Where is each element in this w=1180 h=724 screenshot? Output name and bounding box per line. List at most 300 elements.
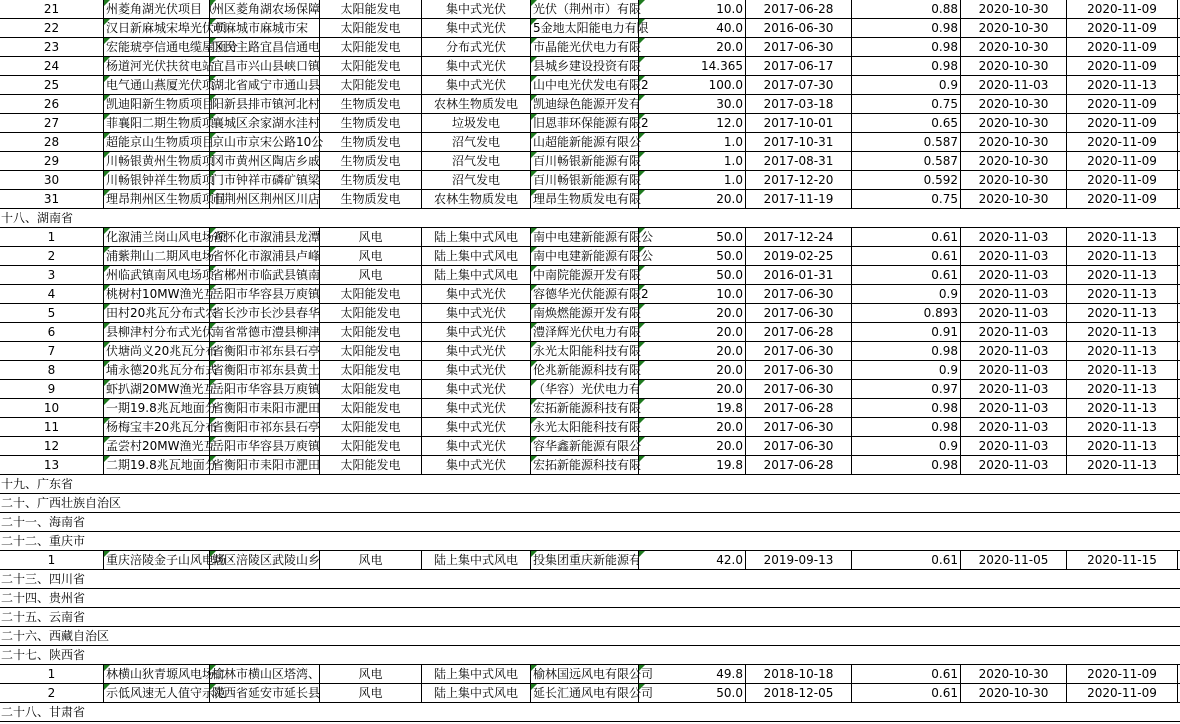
cell-price[interactable]: 0.65 (852, 114, 961, 132)
cell-start-date[interactable]: 2020-11-03 (961, 418, 1067, 436)
province-header-row[interactable] (0, 532, 1180, 551)
province-header-row[interactable] (0, 646, 1180, 665)
cell-grid-date[interactable]: 2017-06-30 (746, 361, 852, 379)
cell-project-name[interactable]: 州临武镇南风电场项 (106, 268, 215, 282)
cell-end-date[interactable]: 2020-11-15 (1067, 551, 1178, 569)
cell-subtype[interactable]: 集中式光伏 (422, 57, 531, 75)
cell-power-type[interactable]: 生物质发电 (320, 171, 422, 189)
cell-subtype[interactable]: 沼气发电 (422, 133, 531, 151)
cell-end-date[interactable]: 2020-11-09 (1067, 19, 1178, 37)
cell-end-date[interactable]: 2020-11-09 (1067, 684, 1178, 702)
cell-company[interactable]: 光伏（荆州市）有限 (533, 2, 642, 16)
cell-subtype[interactable]: 陆上集中式风电 (422, 266, 531, 284)
cell-location[interactable]: 省衡阳市祁东县石亭 (212, 420, 321, 434)
cell-location[interactable]: 省长沙市长沙县春华 (212, 306, 321, 320)
cell-project-name[interactable]: 州菱角湖光伏项目（ (106, 2, 215, 16)
cell-end-date[interactable]: 2020-11-09 (1067, 114, 1178, 132)
cell-power-type[interactable]: 太阳能发电 (320, 361, 422, 379)
table-row[interactable] (0, 304, 1180, 323)
cell-subtype[interactable]: 集中式光伏 (422, 76, 531, 94)
cell-company[interactable]: 5金地太阳能电力有限 (533, 21, 649, 35)
cell-start-date[interactable]: 2020-10-30 (961, 19, 1067, 37)
cell-company[interactable]: 容华鑫新能源有限公 (533, 439, 642, 453)
cell-start-date[interactable]: 2020-11-03 (961, 380, 1067, 398)
cell-index[interactable]: 1 (0, 551, 104, 569)
table-row[interactable] (0, 57, 1180, 76)
cell-project-name[interactable]: 虾扒湖20MW渔光互 (106, 382, 216, 396)
cell-power-type[interactable]: 太阳能发电 (320, 399, 422, 417)
cell-end-date[interactable]: 2020-11-09 (1067, 171, 1178, 189)
cell-index[interactable]: 6 (0, 323, 104, 341)
province-header-row[interactable] (0, 608, 1180, 627)
cell-subtype[interactable]: 农林生物质发电 (422, 95, 531, 113)
cell-subtype[interactable]: 集中式光伏 (422, 323, 531, 341)
cell-price[interactable]: 0.98 (852, 342, 961, 360)
cell-index[interactable]: 27 (0, 114, 104, 132)
cell-location[interactable]: 辖区涪陵区武陵山乡 (212, 553, 321, 567)
cell-company[interactable]: 永光太阳能科技有限 (533, 344, 642, 358)
cell-index[interactable]: 8 (0, 361, 104, 379)
cell-subtype[interactable]: 集中式光伏 (422, 437, 531, 455)
cell-start-date[interactable]: 2020-10-30 (961, 133, 1067, 151)
table-row[interactable] (0, 418, 1180, 437)
cell-capacity[interactable]: 19.8 (639, 399, 746, 417)
cell-subtype[interactable]: 集中式光伏 (422, 0, 531, 18)
cell-location[interactable]: 省怀化市溆浦县卢峰 (212, 249, 321, 263)
cell-company[interactable]: 伦兆新能源科技有限 (533, 363, 642, 377)
cell-subtype[interactable]: 陆上集中式风电 (422, 684, 531, 702)
table-row[interactable] (0, 171, 1180, 190)
cell-index[interactable]: 13 (0, 456, 104, 474)
cell-end-date[interactable]: 2020-11-09 (1067, 57, 1178, 75)
cell-project-name[interactable]: 菲襄阳二期生物质项 (106, 116, 215, 130)
cell-company[interactable]: 榆林国远风电有限公司 (533, 667, 654, 681)
cell-price[interactable]: 0.9 (852, 361, 961, 379)
cell-location[interactable]: 冈市黄州区陶店乡戚 (212, 154, 321, 168)
cell-index[interactable]: 21 (0, 0, 104, 18)
cell-capacity[interactable]: 42.0 (639, 551, 746, 569)
cell-location[interactable]: 区民主路宜昌信通电 (212, 40, 321, 54)
cell-company[interactable]: 县城乡建设投资有限 (533, 59, 642, 73)
cell-location[interactable]: 省衡阳市耒阳市淝田 (212, 401, 321, 415)
cell-price[interactable]: 0.88 (852, 0, 961, 18)
cell-index[interactable]: 30 (0, 171, 104, 189)
province-header-row[interactable] (0, 570, 1180, 589)
cell-project-name[interactable]: 县柳津村分布式光伏 (106, 325, 215, 339)
cell-index[interactable]: 26 (0, 95, 104, 113)
cell-start-date[interactable]: 2020-10-30 (961, 95, 1067, 113)
cell-end-date[interactable]: 2020-11-13 (1067, 285, 1178, 303)
cell-end-date[interactable]: 2020-11-09 (1067, 133, 1178, 151)
cell-grid-date[interactable]: 2017-12-24 (746, 228, 852, 246)
table-row[interactable] (0, 152, 1180, 171)
cell-grid-date[interactable]: 2017-10-31 (746, 133, 852, 151)
cell-project-name[interactable]: 浦紫荆山二期风电场 (106, 249, 215, 263)
cell-project-name[interactable]: 示低风速无人值守示范 (106, 686, 227, 700)
cell-start-date[interactable]: 2020-11-03 (961, 228, 1067, 246)
cell-subtype[interactable]: 集中式光伏 (422, 399, 531, 417)
cell-price[interactable]: 0.98 (852, 19, 961, 37)
cell-price[interactable]: 0.98 (852, 38, 961, 56)
cell-power-type[interactable]: 风电 (320, 684, 422, 702)
cell-price[interactable]: 0.9 (852, 285, 961, 303)
cell-start-date[interactable]: 2020-10-30 (961, 114, 1067, 132)
cell-end-date[interactable]: 2020-11-09 (1067, 190, 1178, 208)
cell-start-date[interactable]: 2020-10-30 (961, 684, 1067, 702)
table-row[interactable] (0, 684, 1180, 703)
cell-end-date[interactable]: 2020-11-13 (1067, 266, 1178, 284)
cell-grid-date[interactable]: 2017-11-19 (746, 190, 852, 208)
cell-project-name[interactable]: 杨道河光伏扶贫电站 (106, 59, 215, 73)
table-row[interactable] (0, 456, 1180, 475)
cell-power-type[interactable]: 太阳能发电 (320, 323, 422, 341)
cell-grid-date[interactable]: 2017-06-30 (746, 304, 852, 322)
table-row[interactable] (0, 342, 1180, 361)
cell-company[interactable]: 澧泽辉光伏电力有限 (533, 325, 642, 339)
cell-price[interactable]: 0.587 (852, 133, 961, 151)
cell-price[interactable]: 0.61 (852, 247, 961, 265)
table-row[interactable] (0, 399, 1180, 418)
province-header-row[interactable] (0, 627, 1180, 646)
cell-index[interactable]: 1 (0, 228, 104, 246)
cell-project-name[interactable]: 凯迪阳新生物质项目 (106, 97, 215, 111)
cell-company[interactable]: 永光太阳能科技有限 (533, 420, 642, 434)
cell-end-date[interactable]: 2020-11-09 (1067, 665, 1178, 683)
table-row[interactable] (0, 95, 1180, 114)
cell-power-type[interactable]: 风电 (320, 247, 422, 265)
cell-price[interactable]: 0.98 (852, 418, 961, 436)
cell-capacity[interactable]: 20.0 (639, 418, 746, 436)
cell-capacity[interactable]: 50.0 (639, 228, 746, 246)
province-header-row[interactable] (0, 475, 1180, 494)
cell-location[interactable]: 省衡阳市祁东县石亭 (212, 344, 321, 358)
cell-end-date[interactable]: 2020-11-13 (1067, 399, 1178, 417)
cell-start-date[interactable]: 2020-10-30 (961, 171, 1067, 189)
cell-project-name[interactable]: 伏塘尚义20兆瓦分布 (106, 344, 218, 358)
cell-grid-date[interactable]: 2017-06-30 (746, 38, 852, 56)
cell-price[interactable]: 0.587 (852, 152, 961, 170)
cell-grid-date[interactable]: 2018-12-05 (746, 684, 852, 702)
cell-capacity[interactable]: 10.0 (639, 285, 746, 303)
table-row[interactable] (0, 551, 1180, 570)
cell-power-type[interactable]: 太阳能发电 (320, 380, 422, 398)
cell-price[interactable]: 0.61 (852, 684, 961, 702)
cell-company[interactable]: 容德华光伏能源有限2 (533, 287, 649, 301)
cell-location[interactable]: 省郴州市临武县镇南 (212, 268, 321, 282)
cell-power-type[interactable]: 太阳能发电 (320, 285, 422, 303)
cell-location[interactable]: 岳阳市华容县万庾镇 (212, 382, 321, 396)
province-header-row[interactable] (0, 589, 1180, 608)
cell-index[interactable]: 31 (0, 190, 104, 208)
cell-location[interactable]: 湖北省咸宁市通山县 (212, 78, 321, 92)
cell-price[interactable]: 0.61 (852, 665, 961, 683)
cell-start-date[interactable]: 2020-11-03 (961, 437, 1067, 455)
cell-location[interactable]: 门市钟祥市磷矿镇梁 (212, 173, 321, 187)
cell-start-date[interactable]: 2020-10-30 (961, 57, 1067, 75)
cell-project-name[interactable]: 埔永德20兆瓦分布式 (106, 363, 218, 377)
cell-project-name[interactable]: 宏能琥亭信通电缆屋顶分 (106, 40, 239, 54)
table-row[interactable] (0, 228, 1180, 247)
cell-company[interactable]: 宏拓新能源科技有限 (533, 401, 642, 415)
table-row[interactable] (0, 285, 1180, 304)
cell-capacity[interactable]: 50.0 (639, 266, 746, 284)
cell-location[interactable]: 省怀化市溆浦县龙潭 (212, 230, 321, 244)
cell-index[interactable]: 5 (0, 304, 104, 322)
cell-capacity[interactable]: 49.8 (639, 665, 746, 683)
cell-location[interactable]: 市荆州区荆州区川店 (212, 192, 321, 206)
cell-project-name[interactable]: 电气通山燕厦光伏项 (106, 78, 215, 92)
cell-capacity[interactable]: 100.0 (639, 76, 746, 94)
province-header-row[interactable] (0, 209, 1180, 228)
cell-capacity[interactable]: 20.0 (639, 380, 746, 398)
cell-company[interactable]: 凯迪绿色能源开发有 (533, 97, 642, 111)
cell-power-type[interactable]: 太阳能发电 (320, 38, 422, 56)
cell-power-type[interactable]: 生物质发电 (320, 190, 422, 208)
cell-subtype[interactable]: 陆上集中式风电 (422, 247, 531, 265)
cell-subtype[interactable]: 沼气发电 (422, 171, 531, 189)
table-row[interactable] (0, 323, 1180, 342)
table-row[interactable] (0, 190, 1180, 209)
table-row[interactable] (0, 665, 1180, 684)
cell-end-date[interactable]: 2020-11-09 (1067, 0, 1178, 18)
cell-subtype[interactable]: 集中式光伏 (422, 456, 531, 474)
cell-capacity[interactable]: 30.0 (639, 95, 746, 113)
cell-capacity[interactable]: 12.0 (639, 114, 746, 132)
cell-subtype[interactable]: 集中式光伏 (422, 342, 531, 360)
cell-start-date[interactable]: 2020-10-30 (961, 152, 1067, 170)
cell-end-date[interactable]: 2020-11-09 (1067, 152, 1178, 170)
cell-start-date[interactable]: 2020-11-03 (961, 76, 1067, 94)
cell-project-name[interactable]: 孟尝村20MW渔光互 (106, 439, 216, 453)
cell-index[interactable]: 28 (0, 133, 104, 151)
cell-project-name[interactable]: 川畅银钟祥生物质项 (106, 173, 215, 187)
cell-capacity[interactable]: 14.365 (639, 57, 746, 75)
cell-power-type[interactable]: 太阳能发电 (320, 19, 422, 37)
cell-company[interactable]: 理昂生物质发电有限 (533, 192, 642, 206)
cell-capacity[interactable]: 20.0 (639, 304, 746, 322)
cell-location[interactable]: 省衡阳市祁东县黄土 (212, 363, 321, 377)
cell-end-date[interactable]: 2020-11-13 (1067, 342, 1178, 360)
cell-subtype[interactable]: 垃圾发电 (422, 114, 531, 132)
cell-power-type[interactable]: 太阳能发电 (320, 57, 422, 75)
cell-capacity[interactable]: 1.0 (639, 152, 746, 170)
table-row[interactable] (0, 19, 1180, 38)
cell-capacity[interactable]: 20.0 (639, 361, 746, 379)
cell-location[interactable]: 岳阳市华容县万庾镇 (212, 439, 321, 453)
cell-subtype[interactable]: 集中式光伏 (422, 418, 531, 436)
table-row[interactable] (0, 380, 1180, 399)
cell-start-date[interactable]: 2020-11-05 (961, 551, 1067, 569)
cell-location[interactable]: 宜昌市兴山县峡口镇 (212, 59, 321, 73)
cell-subtype[interactable]: 分布式光伏 (422, 38, 531, 56)
cell-grid-date[interactable]: 2017-06-17 (746, 57, 852, 75)
cell-index[interactable]: 2 (0, 247, 104, 265)
cell-grid-date[interactable]: 2017-10-01 (746, 114, 852, 132)
cell-grid-date[interactable]: 2017-06-30 (746, 285, 852, 303)
cell-location[interactable]: 市麻城市麻城市宋 (210, 19, 320, 37)
cell-index[interactable]: 24 (0, 57, 104, 75)
cell-project-name[interactable]: 汉日新麻城宋埠光伏项 (106, 21, 227, 35)
cell-index[interactable]: 12 (0, 437, 104, 455)
cell-subtype[interactable]: 集中式光伏 (422, 304, 531, 322)
cell-end-date[interactable]: 2020-11-13 (1067, 361, 1178, 379)
cell-capacity[interactable]: 20.0 (639, 38, 746, 56)
cell-price[interactable]: 0.98 (852, 456, 961, 474)
table-row[interactable] (0, 0, 1180, 19)
cell-end-date[interactable]: 2020-11-13 (1067, 228, 1178, 246)
cell-grid-date[interactable]: 2017-06-30 (746, 418, 852, 436)
cell-index[interactable]: 22 (0, 19, 104, 37)
cell-power-type[interactable]: 风电 (320, 665, 422, 683)
cell-capacity[interactable]: 19.8 (639, 456, 746, 474)
cell-index[interactable]: 9 (0, 380, 104, 398)
cell-company[interactable]: 旧恩菲环保能源有限2 (533, 116, 649, 130)
cell-price[interactable]: 0.91 (852, 323, 961, 341)
cell-grid-date[interactable]: 2017-06-30 (746, 342, 852, 360)
cell-grid-date[interactable]: 2017-12-20 (746, 171, 852, 189)
cell-index[interactable]: 23 (0, 38, 104, 56)
cell-grid-date[interactable]: 2019-09-13 (746, 551, 852, 569)
cell-price[interactable]: 0.75 (852, 190, 961, 208)
cell-project-name[interactable]: 林横山狄青塬风电场二 (106, 667, 227, 681)
cell-project-name[interactable]: 桃树村10MW渔光互 (106, 287, 216, 301)
cell-power-type[interactable]: 风电 (320, 551, 422, 569)
cell-price[interactable]: 0.9 (852, 437, 961, 455)
cell-capacity[interactable]: 10.0 (639, 0, 746, 18)
cell-grid-date[interactable]: 2018-10-18 (746, 665, 852, 683)
cell-power-type[interactable]: 生物质发电 (320, 152, 422, 170)
cell-start-date[interactable]: 2020-11-03 (961, 456, 1067, 474)
cell-power-type[interactable]: 太阳能发电 (320, 304, 422, 322)
cell-start-date[interactable]: 2020-11-03 (961, 399, 1067, 417)
cell-subtype[interactable]: 陆上集中式风电 (422, 665, 531, 683)
cell-start-date[interactable]: 2020-10-30 (961, 190, 1067, 208)
cell-start-date[interactable]: 2020-10-30 (961, 38, 1067, 56)
table-row[interactable] (0, 76, 1180, 95)
cell-power-type[interactable]: 生物质发电 (320, 95, 422, 113)
cell-price[interactable]: 0.61 (852, 551, 961, 569)
cell-grid-date[interactable]: 2017-07-30 (746, 76, 852, 94)
cell-location[interactable]: 榆林市横山区塔湾、 (212, 667, 321, 681)
cell-start-date[interactable]: 2020-11-03 (961, 342, 1067, 360)
cell-location[interactable]: 京山市京宋公路10公 (212, 135, 324, 149)
cell-price[interactable]: 0.98 (852, 399, 961, 417)
cell-index[interactable]: 7 (0, 342, 104, 360)
cell-grid-date[interactable]: 2017-06-28 (746, 0, 852, 18)
cell-index[interactable]: 29 (0, 152, 104, 170)
cell-company[interactable]: 延长汇通风电有限公司 (533, 686, 654, 700)
cell-capacity[interactable]: 20.0 (639, 190, 746, 208)
cell-project-name[interactable]: 理昂荆州区生物质项目 (106, 192, 227, 206)
cell-grid-date[interactable]: 2016-01-31 (746, 266, 852, 284)
cell-company[interactable]: 百川畅银新能源有限 (533, 154, 642, 168)
cell-subtype[interactable]: 集中式光伏 (422, 380, 531, 398)
cell-grid-date[interactable]: 2017-03-18 (746, 95, 852, 113)
cell-price[interactable]: 0.893 (852, 304, 961, 322)
cell-start-date[interactable]: 2020-11-03 (961, 323, 1067, 341)
table-row[interactable] (0, 38, 1180, 57)
cell-power-type[interactable]: 太阳能发电 (320, 0, 422, 18)
cell-start-date[interactable]: 2020-11-03 (961, 361, 1067, 379)
cell-project-name[interactable]: 一期19.8兆瓦地面分 (106, 401, 217, 415)
cell-capacity[interactable]: 1.0 (639, 171, 746, 189)
cell-price[interactable]: 0.61 (852, 228, 961, 246)
cell-index[interactable]: 1 (0, 665, 104, 683)
cell-power-type[interactable]: 太阳能发电 (320, 456, 422, 474)
cell-company[interactable]: 百川畅银新能源有限 (533, 173, 642, 187)
cell-start-date[interactable]: 2020-11-03 (961, 247, 1067, 265)
cell-end-date[interactable]: 2020-11-13 (1067, 437, 1178, 455)
cell-company[interactable]: 中南院能源开发有限 (533, 268, 642, 282)
cell-grid-date[interactable]: 2017-06-28 (746, 399, 852, 417)
cell-end-date[interactable]: 2020-11-13 (1067, 380, 1178, 398)
cell-capacity[interactable]: 50.0 (639, 247, 746, 265)
cell-capacity[interactable]: 40.0 (639, 19, 746, 37)
cell-start-date[interactable]: 2020-11-03 (961, 285, 1067, 303)
cell-price[interactable]: 0.9 (852, 76, 961, 94)
cell-grid-date[interactable]: 2017-06-28 (746, 323, 852, 341)
cell-company[interactable]: 山超能新能源有限公 (533, 135, 642, 149)
cell-location[interactable]: 陕西省延安市延长县 (212, 686, 321, 700)
cell-capacity[interactable]: 20.0 (639, 437, 746, 455)
province-header-row[interactable] (0, 703, 1180, 722)
province-header-row[interactable] (0, 494, 1180, 513)
cell-subtype[interactable]: 沼气发电 (422, 152, 531, 170)
cell-power-type[interactable]: 太阳能发电 (320, 342, 422, 360)
cell-project-name[interactable]: 田村20兆瓦分布式农 (106, 306, 218, 320)
cell-start-date[interactable]: 2020-10-30 (961, 665, 1067, 683)
cell-grid-date[interactable]: 2019-02-25 (746, 247, 852, 265)
cell-grid-date[interactable]: 2016-06-30 (746, 19, 852, 37)
cell-start-date[interactable]: 2020-11-03 (961, 266, 1067, 284)
cell-end-date[interactable]: 2020-11-13 (1067, 418, 1178, 436)
cell-end-date[interactable]: 2020-11-13 (1067, 304, 1178, 322)
cell-company[interactable]: 南中电建新能源有限公 (533, 249, 654, 263)
cell-price[interactable]: 0.592 (852, 171, 961, 189)
table-row[interactable] (0, 266, 1180, 285)
cell-end-date[interactable]: 2020-11-13 (1067, 323, 1178, 341)
cell-grid-date[interactable]: 2017-06-28 (746, 456, 852, 474)
province-header-row[interactable] (0, 513, 1180, 532)
cell-subtype[interactable]: 集中式光伏 (422, 19, 531, 37)
cell-index[interactable]: 3 (0, 266, 104, 284)
table-row[interactable] (0, 437, 1180, 456)
cell-price[interactable]: 0.75 (852, 95, 961, 113)
cell-index[interactable]: 2 (0, 684, 104, 702)
cell-company[interactable]: 南焕燃能源开发有限 (533, 306, 642, 320)
cell-subtype[interactable]: 集中式光伏 (422, 285, 531, 303)
cell-project-name[interactable]: 重庆涪陵金子山风电场 (106, 553, 227, 567)
cell-end-date[interactable]: 2020-11-09 (1067, 38, 1178, 56)
cell-company[interactable]: 南中电建新能源有限公 (533, 230, 654, 244)
table-row[interactable] (0, 247, 1180, 266)
cell-project-name[interactable]: 化溆浦兰岗山风电场项 (106, 230, 227, 244)
cell-power-type[interactable]: 风电 (320, 228, 422, 246)
cell-power-type[interactable]: 生物质发电 (320, 114, 422, 132)
table-row[interactable] (0, 114, 1180, 133)
cell-price[interactable]: 0.61 (852, 266, 961, 284)
cell-end-date[interactable]: 2020-11-13 (1067, 456, 1178, 474)
cell-grid-date[interactable]: 2017-06-30 (746, 437, 852, 455)
cell-location[interactable]: 省衡阳市耒阳市淝田 (212, 458, 321, 472)
cell-end-date[interactable]: 2020-11-09 (1067, 95, 1178, 113)
cell-company[interactable]: 市晶能光伏电力有限 (533, 40, 642, 54)
cell-subtype[interactable]: 陆上集中式风电 (422, 228, 531, 246)
table-row[interactable] (0, 133, 1180, 152)
cell-subtype[interactable]: 陆上集中式风电 (422, 551, 531, 569)
cell-end-date[interactable]: 2020-11-13 (1067, 76, 1178, 94)
cell-company[interactable]: （华容）光伏电力有 (533, 382, 642, 396)
